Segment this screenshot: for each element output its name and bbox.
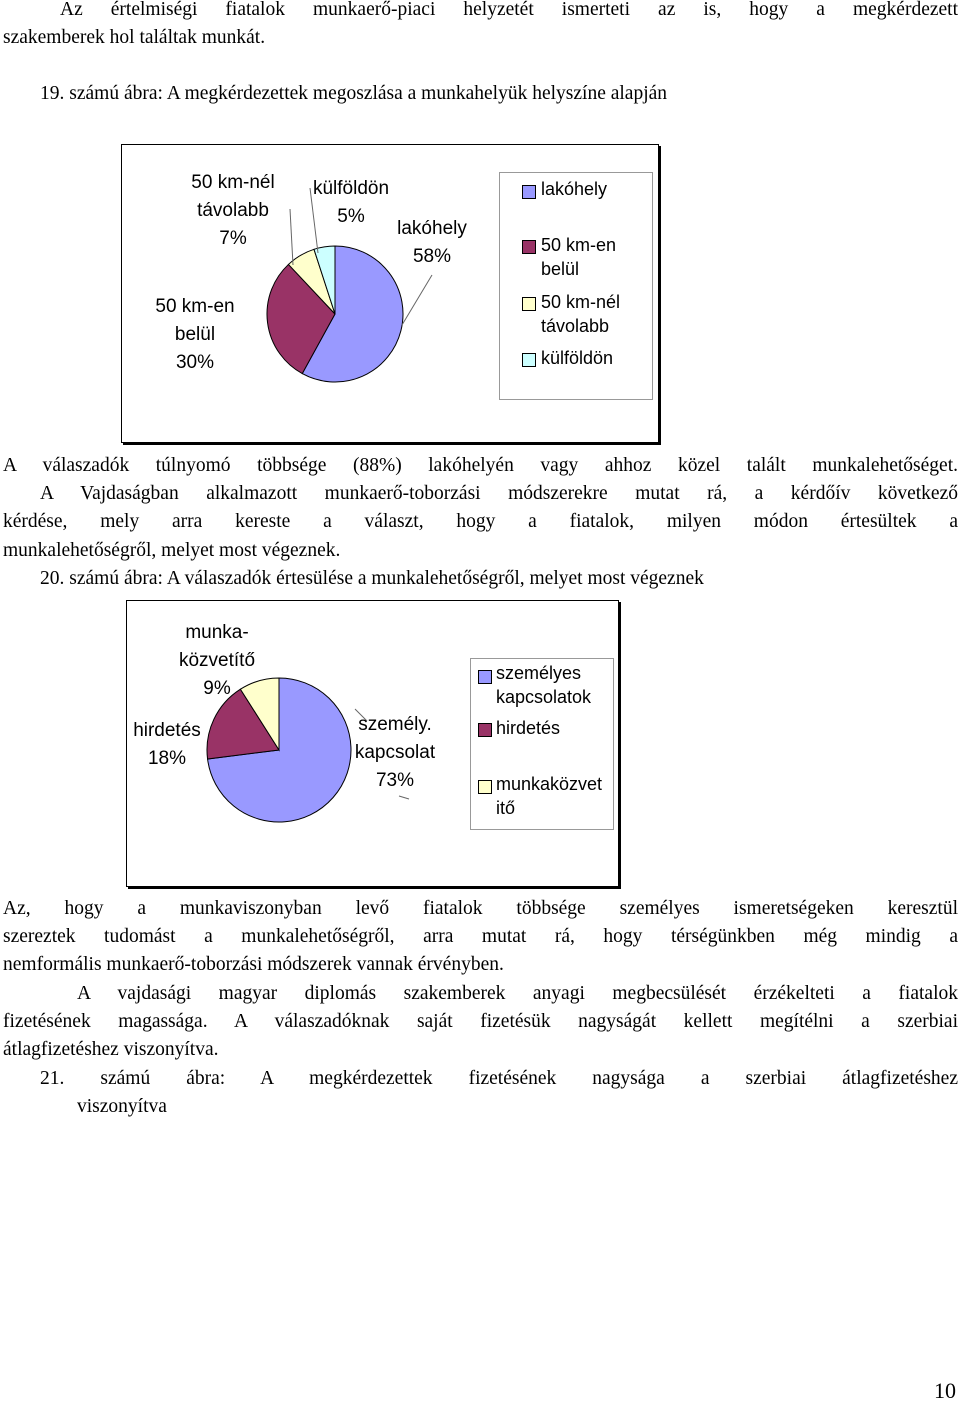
label-personal: személy. kapcsolat 73% (354, 714, 436, 791)
after-line-1: Az, hogy a munkaviszonyban levő fiatalok többsége személyes ismeretségeken keresztül (3, 898, 958, 919)
legend-swatch-agent (478, 780, 492, 794)
figure-19-caption: 19. számú ábra: A megkérdezettek megoszlása a munkahelyük helyszíne alapján (40, 83, 668, 104)
legend-label-near: 50 km-en belül (541, 235, 617, 279)
legend-label-home: lakóhely (541, 179, 608, 199)
figure-21-caption-line-2: viszonyítva (77, 1096, 167, 1117)
legend-label-agent: munkaközvet itő (496, 774, 603, 818)
legend-swatch-far (522, 297, 536, 311)
label-home: lakóhely 58% (397, 218, 467, 267)
label-abroad: külföldön 5% (312, 178, 390, 227)
leader-line-home (402, 275, 432, 325)
chart-19-legend (499, 172, 653, 400)
label-far: 50 km-nél távolabb 7% (191, 172, 275, 249)
leader-line-personal (399, 796, 409, 799)
figure-21-caption-line-1: 21. számú ábra: A megkérdezettek fizetésének nagysága a szerbiai átlagfizetéshez (40, 1068, 958, 1089)
salary-line-3: átlagfizetéshez viszonyítva. (3, 1039, 219, 1060)
mid-line-3: kérdése, mely arra kereste a választ, hogy a fiatalok, milyen módon értesültek a (3, 511, 958, 532)
chart-20-job-information (126, 600, 619, 887)
legend-swatch-near (522, 240, 536, 254)
chart-20-legend (470, 658, 614, 830)
leader-line-far (290, 209, 293, 265)
legend-label-abroad: külföldön (541, 348, 614, 368)
label-agent: munka- közvetítő 9% (178, 622, 256, 699)
mid-line-1: A válaszadók túlnyomó többsége (88%) lakóhelyén vagy ahhoz közel talált munkalehetőséget. (3, 455, 958, 476)
after-line-2: szereztek tudomást a munkalehetőségről, arra mutat rá, hogy térségünkben még mindig a (3, 926, 958, 947)
figure-20-caption: 20. számú ábra: A válaszadók értesülése a munkalehetőségről, melyet most végeznek (40, 568, 704, 589)
mid-line-4: munkalehetőségről, melyet most végeznek. (3, 540, 341, 561)
legend-swatch-home (522, 185, 536, 199)
salary-line-2: fizetésének magassága. A válaszadóknak saját fizetésük nagyságát kellett megítélni a szerbiai (3, 1011, 958, 1032)
legend-swatch-abroad (522, 353, 536, 367)
label-ad: hirdetés 18% (133, 720, 201, 769)
page-number: 10 (934, 1378, 956, 1403)
intro-line-1: Az értelmiségi fiatalok munkaerő-piaci helyzetét ismerteti az is, hogy a megkérdezett (60, 0, 958, 20)
chart-19-work-location (121, 144, 659, 443)
intro-line-2: szakemberek hol találtak munkát. (3, 27, 266, 48)
label-near: 50 km-en belül 30% (155, 296, 235, 373)
legend-label-far: 50 km-nél távolabb (541, 292, 621, 336)
salary-line-1: A vajdasági magyar diplomás szakemberek anyagi megbecsülését érzékelteti a fiatalok (77, 983, 958, 1004)
pie-19 (267, 246, 403, 382)
legend-label-personal: személyes kapcsolatok (496, 663, 592, 707)
mid-line-2: A Vajdaságban alkalmazott munkaerő-toborzási módszerekre mutat rá, a kérdőív következő (40, 483, 958, 504)
legend-swatch-personal (478, 670, 492, 684)
legend-label-ad: hirdetés (496, 718, 561, 738)
legend-swatch-ad (478, 723, 492, 737)
after-line-3: nemformális munkaerő-toborzási módszerek vannak érvényben. (3, 954, 504, 975)
